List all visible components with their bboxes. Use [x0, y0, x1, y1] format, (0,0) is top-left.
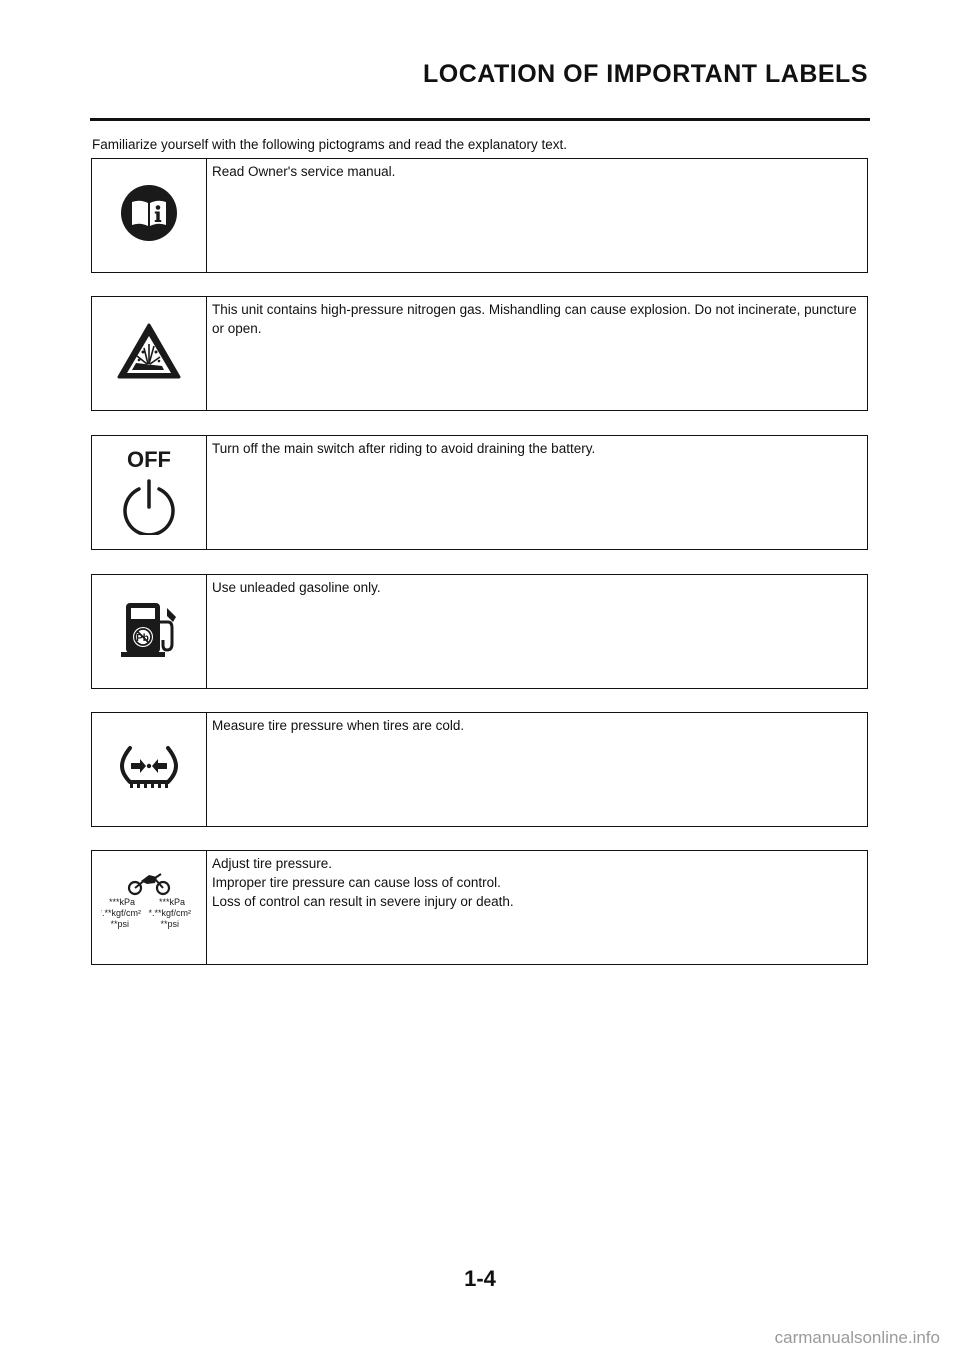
- label-text: [207, 436, 867, 549]
- label-box-unleaded-fuel: [91, 574, 868, 689]
- icon-cell: [92, 713, 207, 826]
- label-box-adjust-tire-pressure: [91, 850, 868, 965]
- label-text: [207, 297, 867, 410]
- label-box-explosion-warning: [91, 296, 868, 411]
- label-text: [207, 159, 867, 272]
- power-off-text: OFF: [127, 447, 171, 472]
- watermark: carmanualsonline.info: [774, 1328, 940, 1347]
- icon-cell: [92, 297, 207, 410]
- svg-text:Pb: Pb: [136, 633, 149, 644]
- label-line: Adjust tire pressure.: [212, 856, 333, 871]
- unit-left-kpa: ***kPa: [108, 897, 135, 907]
- unleaded-fuel-icon: [118, 598, 180, 665]
- label-line: Loss of control can result in severe injury or death.: [212, 894, 514, 909]
- unit-right-psi: **psi: [160, 919, 179, 929]
- label-line: Read Owner's service manual.: [212, 164, 396, 179]
- label-line: Turn off the main switch after riding to avoid draining the battery.: [212, 441, 596, 456]
- icon-cell: [92, 436, 207, 549]
- unit-right-kpa: ***kPa: [158, 897, 185, 907]
- label-text: [207, 575, 867, 688]
- label-line: Use unleaded gasoline only.: [212, 580, 381, 595]
- motorcycle-tire-pressure-icon: [101, 872, 197, 943]
- label-box-owners-manual: [91, 158, 868, 273]
- unit-left-psi: **psi: [110, 919, 129, 929]
- unit-left-kgf: *.**kgf/cm²: [101, 908, 141, 918]
- tire-pressure-icon: [120, 744, 178, 795]
- label-line: This unit contains high-pressure nitrogen gas. Mishandling can cause explosion. Do not incinerate, puncture or open.: [212, 302, 857, 336]
- header-rule: [90, 118, 870, 121]
- label-line: Improper tire pressure can cause loss of control.: [212, 875, 501, 890]
- icon-cell: [92, 575, 207, 688]
- page-title: LOCATION OF IMPORTANT LABELS: [423, 60, 868, 88]
- explosion-warning-icon: [116, 322, 182, 385]
- label-box-tire-pressure: [91, 712, 868, 827]
- label-text: [207, 713, 867, 826]
- power-off-icon: [119, 445, 179, 540]
- page-number: 1-4: [464, 1266, 496, 1291]
- owners-manual-icon: [120, 184, 178, 247]
- icon-cell: [92, 159, 207, 272]
- icon-cell: [92, 851, 207, 964]
- label-line: Measure tire pressure when tires are cold.: [212, 718, 465, 733]
- unit-right-kgf: *.**kgf/cm²: [148, 908, 191, 918]
- label-text: [207, 851, 867, 964]
- intro-text: Familiarize yourself with the following pictograms and read the explanatory text.: [92, 137, 567, 152]
- label-box-power-off: [91, 435, 868, 550]
